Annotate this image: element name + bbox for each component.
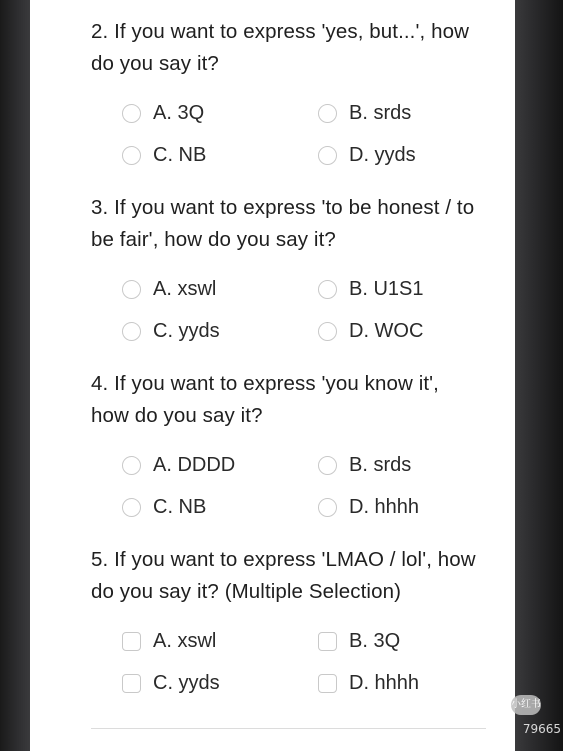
option-d[interactable] [318,490,468,524]
question-2 [91,16,515,172]
radio-button[interactable] [318,280,337,299]
option-label: B. U1S1 [349,277,424,300]
radio-button[interactable] [122,322,141,341]
checkbox[interactable] [122,632,141,651]
question-title: 2. If you want to express 'yes, but...', how do you say it? [91,20,469,75]
radio-button[interactable] [318,146,337,165]
checkbox[interactable] [318,674,337,693]
option-c[interactable] [122,490,318,524]
option-a[interactable] [122,448,318,482]
option-a[interactable] [122,96,318,130]
spacer [91,348,515,368]
option-d[interactable] [318,666,468,700]
option-label: C. yyds [153,319,220,342]
watermark-logo: 小红书 [511,695,541,715]
question-title: 4. If you want to express 'you know it', how do you say it? [91,372,439,427]
checkbox[interactable] [318,632,337,651]
radio-button[interactable] [318,498,337,517]
option-d[interactable] [318,138,468,172]
option-label: B. srds [349,101,412,124]
divider [91,728,486,729]
option-label: B. srds [349,453,412,476]
option-label: A. 3Q [153,101,205,124]
spacer [91,524,515,544]
option-b[interactable] [318,448,468,482]
device-bezel-left [0,0,30,751]
radio-button[interactable] [318,322,337,341]
device-bezel-right [515,0,563,751]
radio-button[interactable] [122,498,141,517]
option-label: C. yyds [153,671,220,694]
option-a[interactable] [122,272,318,306]
options-group [122,448,515,524]
radio-button[interactable] [122,146,141,165]
radio-button[interactable] [122,280,141,299]
radio-button[interactable] [318,456,337,475]
option-d[interactable] [318,314,468,348]
option-label: C. NB [153,495,207,518]
option-a[interactable] [122,624,318,658]
option-label: D. hhhh [349,495,420,518]
option-label: C. NB [153,143,207,166]
options-group [122,272,515,348]
question-title: 3. If you want to express 'to be honest / to be fair', how do you say it? [91,196,475,251]
option-label: B. 3Q [349,629,401,652]
question-3 [91,192,515,348]
option-label: D. WOC [349,319,424,342]
survey-screen [30,0,515,751]
radio-button[interactable] [122,104,141,123]
option-label: D. yyds [349,143,416,166]
question-title: 5. If you want to express 'LMAO / lol', how do you say it? (Multiple Selection) [91,548,476,603]
option-b[interactable] [318,272,468,306]
option-label: A. DDDD [153,453,236,476]
option-c[interactable] [122,314,318,348]
option-c[interactable] [122,666,318,700]
option-c[interactable] [122,138,318,172]
option-label: D. hhhh [349,671,420,694]
question-4 [91,368,515,524]
option-b[interactable] [318,624,468,658]
radio-button[interactable] [122,456,141,475]
radio-button[interactable] [318,104,337,123]
option-b[interactable] [318,96,468,130]
options-group [122,624,515,700]
options-group [122,96,515,172]
question-5 [91,544,515,700]
watermark-id: 79665 [522,722,561,736]
option-label: A. xswl [153,629,217,652]
spacer [91,172,515,192]
option-label: A. xswl [153,277,217,300]
checkbox[interactable] [122,674,141,693]
